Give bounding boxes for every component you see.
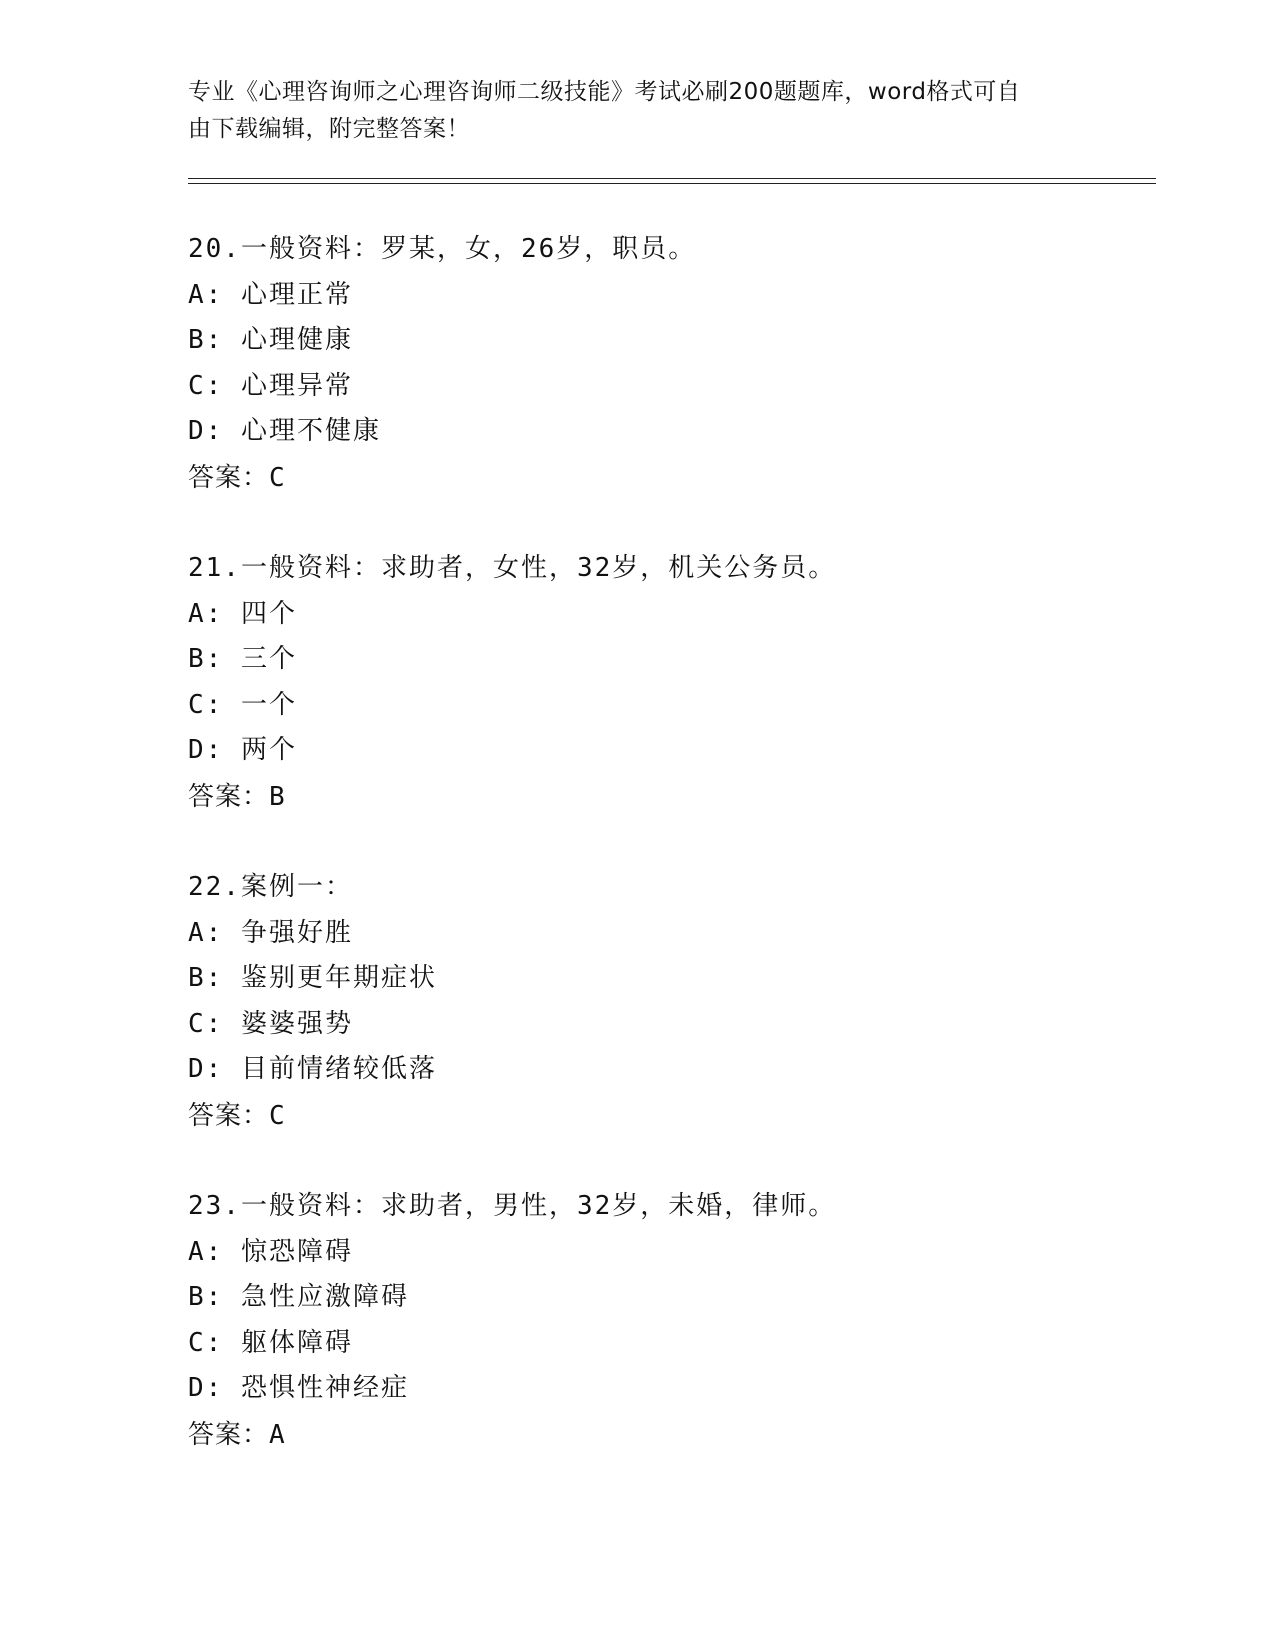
- header-divider-top: [188, 178, 1156, 179]
- option-b: B: 三个: [188, 644, 297, 674]
- answer-value: A: [269, 1419, 286, 1450]
- option-c: C: 心理异常: [188, 370, 353, 401]
- question-23: [188, 1184, 1088, 1458]
- question-stem: 20.一般资料：罗某，女，26岁，职员。: [188, 234, 697, 264]
- answer-line: [188, 774, 1088, 820]
- header-line-2: 由下载编辑，附完整答案！: [188, 116, 470, 142]
- option-a: A: 争强好胜: [188, 917, 353, 948]
- option-c: C: 躯体障碍: [188, 1327, 353, 1358]
- option-a: A: 四个: [188, 598, 297, 629]
- answer-line: [188, 455, 1088, 501]
- option-d: D: 恐惧性神经症: [188, 1373, 409, 1403]
- question-stem: 22.案例一：: [188, 872, 353, 902]
- option-b: B: 急性应激障碍: [188, 1282, 409, 1312]
- document-header: [188, 74, 1078, 148]
- option-d: D: 目前情绪较低落: [188, 1054, 437, 1084]
- question-stem: 23.一般资料：求助者，男性，32岁，未婚，律师。: [188, 1191, 837, 1221]
- answer-line: [188, 1093, 1088, 1139]
- question-22: [188, 865, 1088, 1139]
- option-c: C: 婆婆强势: [188, 1008, 353, 1039]
- answer-value: B: [269, 781, 286, 812]
- answer-label: 答案：: [188, 1419, 270, 1450]
- option-c: C: 一个: [188, 689, 297, 720]
- option-b: B: 鉴别更年期症状: [188, 963, 437, 993]
- option-b: B: 心理健康: [188, 325, 353, 355]
- option-d: D: 两个: [188, 735, 297, 765]
- answer-label: 答案：: [188, 781, 270, 812]
- answer-value: C: [269, 462, 286, 493]
- answer-line: [188, 1412, 1088, 1458]
- question-20: [188, 227, 1088, 501]
- question-21: [188, 546, 1088, 820]
- option-a: A: 心理正常: [188, 279, 353, 310]
- option-d: D: 心理不健康: [188, 416, 381, 446]
- header-line-1: 专业《心理咨询师之心理咨询师二级技能》考试必刷200题题库，word格式可自: [188, 79, 1021, 105]
- question-stem: 21.一般资料：求助者，女性，32岁，机关公务员。: [188, 553, 837, 583]
- option-a: A: 惊恐障碍: [188, 1236, 353, 1267]
- answer-label: 答案：: [188, 1100, 270, 1131]
- answer-value: C: [269, 1100, 286, 1131]
- answer-label: 答案：: [188, 462, 270, 493]
- header-divider-bottom: [188, 183, 1156, 184]
